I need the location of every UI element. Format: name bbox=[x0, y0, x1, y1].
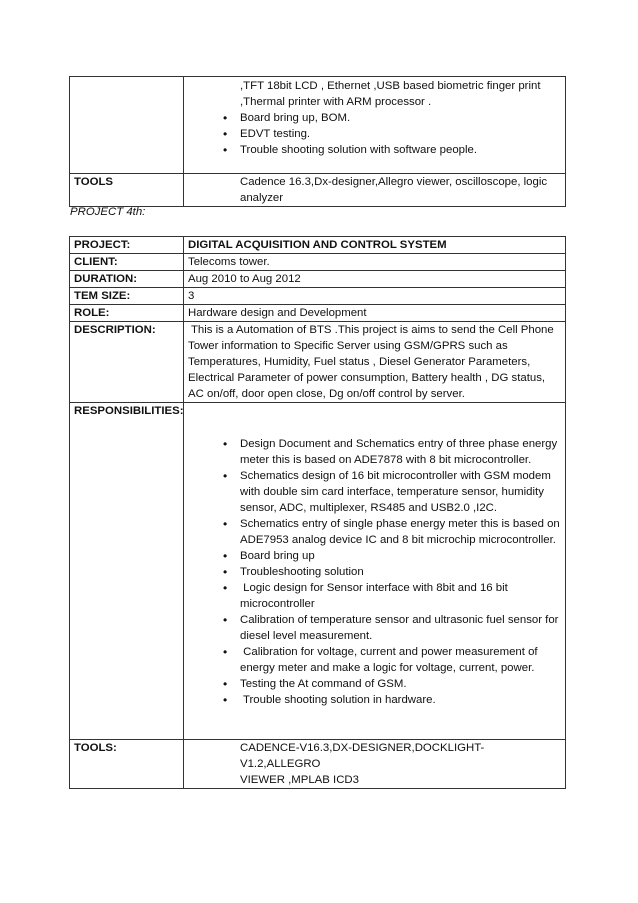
top-line-2: ,Thermal printer with ARM processor . bbox=[240, 96, 432, 108]
list-item: • Design Document and Schematics entry of three phase energy meter this is based on ADE7878 with 8 bit microcontroller. bbox=[240, 436, 561, 468]
role-value: Hardware design and Development bbox=[184, 305, 566, 322]
team-size-value: 3 bbox=[184, 288, 566, 305]
tools-row bbox=[70, 740, 566, 789]
duration-value: Aug 2010 to Aug 2012 bbox=[184, 271, 566, 288]
top-line-1: ,TFT 18bit LCD , Ethernet ,USB based biometric finger print bbox=[240, 80, 541, 92]
table-row bbox=[70, 288, 566, 305]
tools-line-2: analyzer bbox=[240, 192, 284, 204]
list-item: • Calibration of temperature sensor and ultrasonic fuel sensor for diesel level measurement. bbox=[240, 612, 561, 644]
tools-label: TOOLS: bbox=[70, 740, 184, 789]
list-item: • Testing the At command of GSM. bbox=[240, 676, 561, 692]
tools-label: TOOLS bbox=[70, 174, 184, 207]
project-4-table bbox=[69, 236, 566, 789]
list-item: • Trouble shooting solution in hardware. bbox=[240, 692, 561, 708]
responsibilities-list bbox=[188, 110, 561, 158]
responsibilities-continued-cell bbox=[184, 77, 566, 174]
table-row bbox=[70, 305, 566, 322]
project-label: PROJECT: bbox=[70, 237, 184, 254]
tools-row bbox=[70, 174, 566, 207]
team-size-label: TEM SIZE: bbox=[70, 288, 184, 305]
list-item: • Board bring up bbox=[240, 548, 561, 564]
list-item: • Troubleshooting solution bbox=[240, 564, 561, 580]
table-row bbox=[70, 237, 566, 254]
list-item: • Board bring up, BOM. bbox=[240, 110, 561, 126]
tools-value bbox=[184, 174, 566, 207]
description-line: Temperatures, Humidity, Fuel status , Diesel Generator Parameters, bbox=[188, 356, 531, 368]
list-item: • Calibration for voltage, current and power measurement of energy meter and make a logic for voltage, current, power. bbox=[240, 644, 561, 676]
table-row bbox=[70, 254, 566, 271]
tools-line-1: CADENCE-V16.3,DX-DESIGNER,DOCKLIGHT-V1.2,ALLEGRO bbox=[240, 742, 485, 770]
responsibilities-label: RESPONSIBILITIES: bbox=[70, 403, 184, 740]
duration-label: DURATION: bbox=[70, 271, 184, 288]
description-row bbox=[70, 322, 566, 403]
empty-label-cell bbox=[70, 77, 184, 174]
list-item: • EDVT testing. bbox=[240, 126, 561, 142]
responsibilities-continued-row bbox=[70, 77, 566, 174]
list-item: • Trouble shooting solution with software people. bbox=[240, 142, 561, 158]
description-line: Electrical Parameter of power consumption, Battery health , DG status, bbox=[188, 372, 546, 384]
list-item: • Schematics design of 16 bit microcontroller with GSM modem with double sim card interface, temperature sensor, humidity sensor, ADC, multiplexer, RS485 and USB2.0 ,I2C. bbox=[240, 468, 561, 516]
client-value: Telecoms tower. bbox=[184, 254, 566, 271]
role-label: ROLE: bbox=[70, 305, 184, 322]
table-row bbox=[70, 271, 566, 288]
responsibilities-row bbox=[70, 403, 566, 740]
description-line: Tower information to Specific Server using GSM/GPRS such as bbox=[188, 340, 508, 352]
client-label: CLIENT: bbox=[70, 254, 184, 271]
list-item: • Logic design for Sensor interface with 8bit and 16 bit microcontroller bbox=[240, 580, 561, 612]
description-line: AC on/off, door open close, Dg on/off control by server. bbox=[188, 388, 465, 400]
responsibilities-value bbox=[184, 403, 566, 740]
project-heading: PROJECT 4th: bbox=[70, 206, 146, 218]
project-3-table bbox=[69, 76, 566, 207]
list-item: • Schematics entry of single phase energy meter this is based on ADE7953 analog device IC and 8 bit microchip microcontroller. bbox=[240, 516, 561, 548]
description-value bbox=[184, 322, 566, 403]
project-value: DIGITAL ACQUISITION AND CONTROL SYSTEM bbox=[184, 237, 566, 254]
tools-line-2: VIEWER ,MPLAB ICD3 bbox=[240, 774, 359, 786]
tools-value bbox=[184, 740, 566, 789]
tools-line-1: Cadence 16.3,Dx-designer,Allegro viewer, oscilloscope, logic bbox=[240, 176, 548, 188]
description-label: DESCRIPTION: bbox=[70, 322, 184, 403]
description-line: This is a Automation of BTS .This project is aims to send the Cell Phone bbox=[188, 324, 554, 336]
responsibilities-list bbox=[188, 436, 561, 708]
